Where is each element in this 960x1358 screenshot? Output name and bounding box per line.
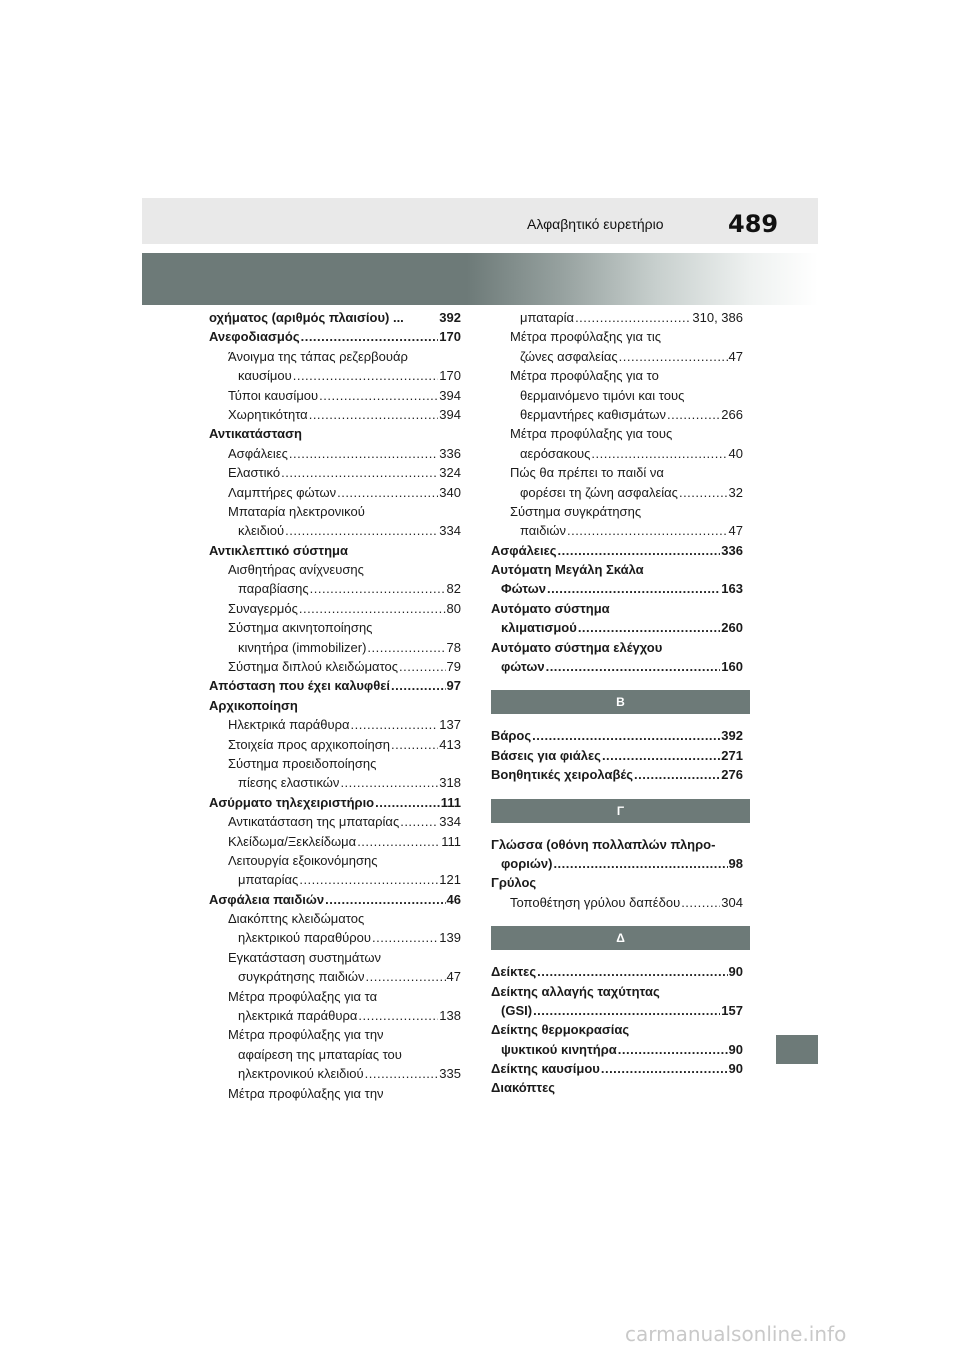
index-entry [491, 463, 743, 482]
index-entry [491, 1079, 743, 1098]
index-entry-text: Ασύρματο τηλεχειριστήριο [209, 794, 375, 810]
dot-leader [340, 773, 438, 792]
index-entry-page: 392 [721, 728, 743, 744]
index-entry [209, 502, 461, 521]
index-entry-text: Ασφάλεια παιδιών [209, 891, 325, 907]
dot-leader [293, 366, 439, 385]
dot-leader [309, 405, 439, 424]
dot-leader [619, 347, 728, 366]
index-entry-page: 334 [439, 814, 461, 830]
index-entry-page: 260 [721, 620, 743, 636]
dot-leader [575, 308, 691, 327]
index-entry-text: Αυτόματο σύστημα [491, 600, 610, 616]
index-entry [209, 386, 461, 405]
index-entry-page: 82 [446, 581, 461, 597]
dot-leader [375, 793, 440, 812]
dot-leader [601, 1059, 728, 1078]
dot-leader [351, 715, 439, 734]
index-entry-page: 170 [439, 368, 461, 384]
index-entry-text: Βάρος [491, 728, 532, 744]
index-entry-page: 334 [439, 523, 461, 539]
index-entry [209, 832, 461, 851]
index-entry [491, 579, 743, 598]
index-entry-text: μπαταρίας [238, 872, 299, 888]
index-entry-text: Αντικατάσταση της μπαταρίας [228, 814, 400, 830]
index-entry-text: καυσίμου [238, 368, 292, 384]
index-entry-text: Σύστημα συγκράτησης [510, 503, 642, 519]
index-entry [209, 444, 461, 463]
index-entry-text: παραβίασης [238, 581, 309, 597]
index-entry-text: παιδιών [520, 523, 566, 539]
index-entry-text: Τοποθέτηση γρύλου δαπέδου [510, 894, 681, 910]
index-entry [491, 893, 743, 912]
index-entry [491, 444, 743, 463]
index-entry-page: 90 [728, 1041, 743, 1057]
index-entry-text: Διακόπτες [491, 1080, 556, 1096]
dot-leader [366, 967, 446, 986]
index-entry [491, 386, 743, 405]
dot-leader [567, 521, 728, 540]
index-entry [491, 541, 743, 560]
index-entry [209, 599, 461, 618]
index-entry [209, 405, 461, 424]
dot-leader [325, 890, 445, 909]
dot-leader [400, 812, 438, 831]
index-entry [209, 987, 461, 1006]
dot-leader [537, 962, 727, 981]
index-entry-text: Άνοιγμα της τάπας ρεζερβουάρ [228, 348, 408, 364]
index-entry-text: Αυτόματο σύστημα ελέγχου [491, 639, 663, 655]
index-entry [491, 1059, 743, 1078]
chapter-thumb-tab [776, 1035, 818, 1064]
index-entry-page: 336 [721, 542, 743, 558]
index-entry [491, 726, 743, 745]
index-entry-page: 413 [439, 736, 461, 752]
index-entry-page: 78 [446, 639, 461, 655]
index-entry-page: 336 [439, 445, 461, 461]
dot-leader [546, 657, 721, 676]
index-entry-page: 163 [721, 581, 743, 597]
index-entry-text: Φώτων [501, 581, 546, 597]
index-entry-text: Μπαταρία ηλεκτρονικού [228, 503, 365, 519]
index-entry-page: 111 [440, 794, 461, 810]
index-entry [209, 1006, 461, 1025]
index-entry-text: Δείκτες [491, 964, 537, 980]
index-entry [491, 366, 743, 385]
index-entry-page: 137 [439, 717, 461, 733]
index-entry [491, 1040, 743, 1059]
index-entry [491, 1020, 743, 1039]
dot-leader [391, 676, 446, 695]
dot-leader [289, 444, 438, 463]
index-entry-page: 47 [728, 523, 743, 539]
index-entry [209, 793, 461, 812]
index-entry [491, 560, 743, 579]
index-entry-text: Μέτρα προφύλαξης για την [228, 1027, 384, 1043]
index-entry-text: Ασφάλειες [491, 542, 557, 558]
index-entry-page: 90 [728, 964, 743, 980]
index-entry-text: Βάσεις για φιάλες [491, 747, 601, 763]
section-letter-bar: Δ [491, 926, 750, 950]
index-entry-page: 157 [721, 1002, 743, 1018]
dot-leader [533, 1001, 720, 1020]
index-entry [491, 424, 743, 443]
index-entry-text: Αντικατάσταση [209, 426, 302, 442]
index-entry-page: 111 [441, 833, 461, 849]
index-entry-text: Βοηθητικές χειρολαβές [491, 767, 634, 783]
index-entry [491, 835, 743, 854]
index-entry [209, 541, 461, 560]
dot-leader [667, 405, 720, 424]
index-entry-text: οχήματος (αριθμός πλαισίου) ... [209, 309, 404, 325]
index-entry-text: Γλώσσα (οθόνη πολλαπλών πληρο- [491, 836, 716, 852]
index-entry-text: Λειτουργία εξοικονόμησης [228, 852, 378, 868]
dot-leader [547, 579, 720, 598]
index-entry-page: 79 [446, 659, 461, 675]
index-entry-text: πίεσης ελαστικών [238, 775, 340, 791]
index-entry-text: μπαταρία [520, 309, 575, 325]
dot-leader [532, 726, 720, 745]
index-entry [491, 962, 743, 981]
index-entry [491, 405, 743, 424]
dot-leader [299, 870, 438, 889]
index-entry [209, 812, 461, 831]
index-entry [209, 967, 461, 986]
index-entry-text: Αυτόματη Μεγάλη Σκάλα [491, 562, 644, 578]
index-entry-text: Ασφάλειες [228, 445, 288, 461]
index-entry-page: 266 [721, 406, 743, 422]
index-entry-page: 80 [446, 600, 461, 616]
index-entry [209, 754, 461, 773]
index-entry [491, 746, 743, 765]
index-entry-text: ψυκτικού κινητήρα [501, 1041, 617, 1057]
index-entry [209, 929, 461, 948]
dot-leader [634, 765, 720, 784]
header-band [142, 198, 818, 244]
index-entry-page: 139 [439, 930, 461, 946]
index-entry-page: 271 [721, 747, 743, 763]
dot-leader [679, 483, 728, 502]
index-entry-text: Απόσταση που έχει καλυφθεί [209, 678, 391, 694]
index-entry-text: φορέσει τη ζώνη ασφαλείας [520, 484, 678, 500]
index-entry-text: Ελαστικό [228, 465, 281, 481]
index-entry [491, 308, 743, 327]
index-entry-page: 335 [439, 1066, 461, 1082]
index-entry-text: κινητήρα (immobilizer) [238, 639, 367, 655]
index-entry-text: Δείκτης καυσίμου [491, 1061, 600, 1077]
index-entry-text: αερόσακους [520, 445, 591, 461]
index-entry-page: 160 [721, 659, 743, 675]
dot-leader [337, 483, 438, 502]
index-entry-text: ηλεκτρονικού κλειδιού [238, 1066, 364, 1082]
index-entry-text: Αρχικοποίηση [209, 697, 298, 713]
index-entry [209, 696, 461, 715]
index-entry-page: 98 [728, 855, 743, 871]
dot-leader [358, 1006, 438, 1025]
dot-leader [618, 1040, 728, 1059]
index-entry-text: Μέτρα προφύλαξης για το [510, 368, 659, 384]
index-entry [491, 327, 743, 346]
index-entry-text: Στοιχεία προς αρχικοποίηση [228, 736, 390, 752]
index-entry-page: 392 [439, 309, 461, 325]
index-entry-page: 340 [439, 484, 461, 500]
index-entry [491, 483, 743, 502]
section-letter-bar: Β [491, 690, 750, 714]
dot-leader [558, 541, 721, 560]
index-entry [209, 1025, 461, 1044]
index-entry [209, 676, 461, 695]
watermark: carmanualsonline.info [625, 1322, 847, 1346]
index-entry [491, 1001, 743, 1020]
index-entry [209, 618, 461, 637]
index-entry [209, 521, 461, 540]
index-entry [491, 347, 743, 366]
index-entry [209, 657, 461, 676]
index-entry-text: Δείκτης αλλαγής ταχύτητας [491, 983, 660, 999]
dot-leader [681, 893, 720, 912]
index-entry-text: θερμαινόμενο τιμόνι και τους [520, 387, 685, 403]
index-entry [209, 347, 461, 366]
dot-leader [367, 638, 445, 657]
dot-leader [399, 657, 446, 676]
dot-leader [553, 854, 727, 873]
index-entry [209, 1045, 461, 1064]
index-entry-text: Μέτρα προφύλαξης για την [228, 1085, 384, 1101]
index-entry [491, 618, 743, 637]
index-column-left [209, 308, 461, 1103]
index-entry-text: Αισθητήρας ανίχνευσης [228, 562, 364, 578]
index-entry [209, 638, 461, 657]
dot-leader [285, 521, 438, 540]
dot-leader [391, 735, 438, 754]
index-column-right [491, 308, 743, 1098]
index-entry-page: 47 [728, 348, 743, 364]
index-entry [209, 424, 461, 443]
index-entry-text: Μέτρα προφύλαξης για τα [228, 988, 378, 1004]
index-entry [491, 521, 743, 540]
index-entry-text: Χωρητικότητα [228, 406, 308, 422]
index-entry-text: Αντικλεπτικό σύστημα [209, 542, 348, 558]
index-entry [209, 463, 461, 482]
index-entry [209, 327, 461, 346]
dot-leader [365, 1064, 439, 1083]
index-entry-text: Ηλεκτρικά παράθυρα [228, 717, 350, 733]
index-entry [209, 579, 461, 598]
index-entry-page: 97 [446, 678, 461, 694]
index-entry-text: συγκράτησης παιδιών [238, 969, 365, 985]
index-entry-text: Γρύλος [491, 875, 537, 891]
index-entry-page: 304 [721, 894, 743, 910]
index-entry [209, 851, 461, 870]
index-entry-text: Σύστημα προειδοποίησης [228, 755, 377, 771]
index-entry-text: φοριών) [501, 855, 553, 871]
index-entry-text: θερμαντήρες καθισμάτων [520, 406, 666, 422]
index-entry [491, 765, 743, 784]
index-entry-page: 310, 386 [692, 309, 743, 325]
index-entry-text: αφαίρεση της μπαταρίας του [238, 1046, 402, 1062]
index-entry [209, 308, 461, 327]
index-entry-page: 276 [721, 767, 743, 783]
index-entry-text: Μέτρα προφύλαξης για τις [510, 329, 661, 345]
index-entry [209, 870, 461, 889]
dot-leader [301, 327, 439, 346]
index-entry-text: Ανεφοδιασμός [209, 329, 300, 345]
index-entry-page: 138 [439, 1008, 461, 1024]
index-entry [209, 483, 461, 502]
index-entry-text: ζώνες ασφαλείας [520, 348, 618, 364]
decorative-gradient-band [142, 253, 818, 305]
index-entry-page: 324 [439, 465, 461, 481]
index-entry-text: Κλείδωμα/Ξεκλείδωμα [228, 833, 357, 849]
dot-leader [310, 579, 446, 598]
index-entry-text: Συναγερμός [228, 600, 298, 616]
dot-leader [602, 746, 720, 765]
index-entry-page: 47 [446, 969, 461, 985]
dot-leader [372, 928, 438, 947]
index-entry-page: 121 [439, 872, 461, 888]
section-title: Αλφαβητικό ευρετήριο [527, 216, 664, 232]
index-entry [491, 638, 743, 657]
index-entry-page: 394 [439, 387, 461, 403]
section-letter-bar: Γ [491, 799, 750, 823]
index-entry-text: Λαμπτήρες φώτων [228, 484, 337, 500]
index-entry [209, 560, 461, 579]
index-entry [491, 982, 743, 1001]
index-entry-text: Σύστημα διπλού κλειδώματος [228, 659, 399, 675]
index-entry [209, 1064, 461, 1083]
index-entry [209, 735, 461, 754]
index-entry [209, 773, 461, 792]
index-entry-text: Δείκτης θερμοκρασίας [491, 1022, 630, 1038]
index-entry-text: (GSI) [501, 1002, 533, 1018]
index-entry [209, 890, 461, 909]
index-entry-text: Τύποι καυσίμου [228, 387, 319, 403]
index-entry [491, 599, 743, 618]
index-entry-text: Πώς θα πρέπει το παιδί να [510, 465, 664, 481]
index-entry-page: 90 [728, 1061, 743, 1077]
index-entry [209, 366, 461, 385]
index-entry-text: ηλεκτρικού παραθύρου [238, 930, 372, 946]
index-entry-text: Σύστημα ακινητοποίησης [228, 620, 373, 636]
dot-leader [357, 832, 440, 851]
index-entry-text: Διακόπτης κλειδώματος [228, 911, 365, 927]
index-entry [491, 854, 743, 873]
index-entry-page: 32 [728, 484, 743, 500]
index-entry-text: Εγκατάσταση συστημάτων [228, 949, 381, 965]
index-entry [209, 909, 461, 928]
index-entry [491, 873, 743, 892]
dot-leader [281, 463, 438, 482]
index-entry-text: κλιματισμού [501, 620, 577, 636]
page-number: 489 [728, 210, 779, 238]
index-entry [209, 715, 461, 734]
index-entry-page: 46 [446, 891, 461, 907]
index-entry-page: 394 [439, 406, 461, 422]
dot-leader [299, 599, 446, 618]
index-entry-page: 318 [439, 775, 461, 791]
index-entry-text: Μέτρα προφύλαξης για τους [510, 426, 673, 442]
dot-leader [591, 444, 727, 463]
index-entry-page: 40 [728, 445, 743, 461]
index-entry [491, 657, 743, 676]
index-entry [491, 502, 743, 521]
index-entry-text: φώτων [501, 659, 545, 675]
index-entry-text: ηλεκτρικά παράθυρα [238, 1008, 358, 1024]
index-entry-page: 170 [439, 329, 461, 345]
dot-leader [578, 618, 720, 637]
index-entry-text: κλειδιού [238, 523, 285, 539]
index-entry [209, 948, 461, 967]
dot-leader [319, 386, 438, 405]
index-entry [209, 1084, 461, 1103]
